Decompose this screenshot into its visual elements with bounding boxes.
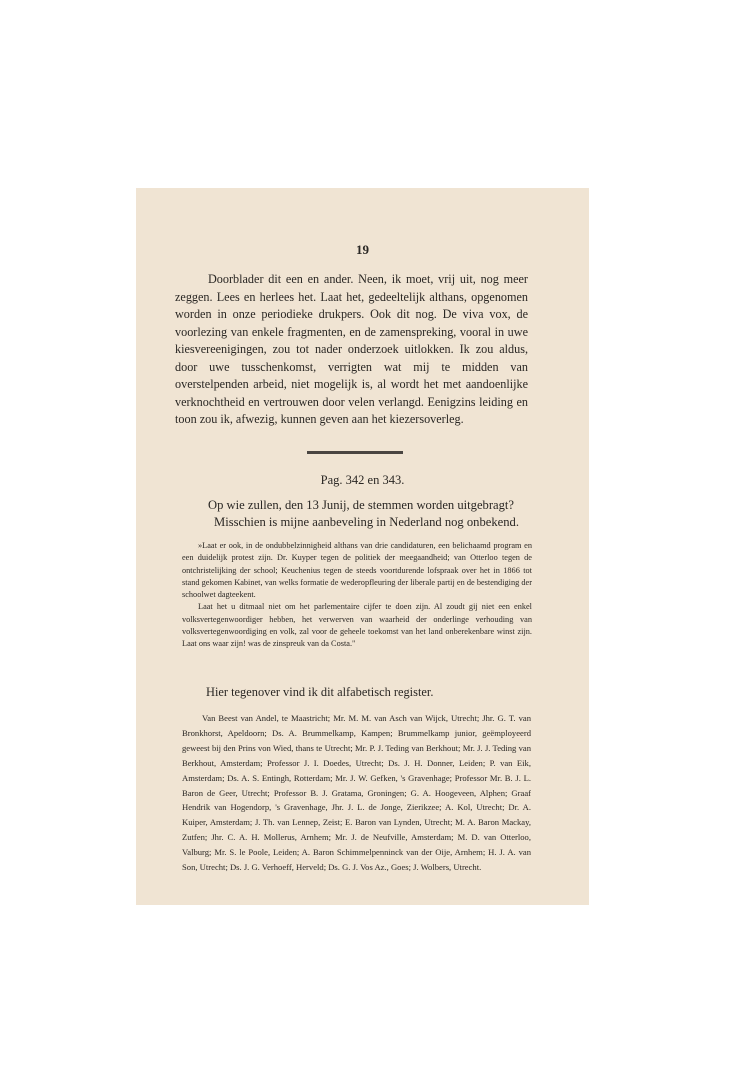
quoted-block [182, 540, 532, 651]
intro-paragraph: Doorblader dit een en ander. Neen, ik moet, vrij uit, nog meer zeggen. Lees en herlees het. Laat het, gedeeltelijk althans, opgenomen worden in onze periodieke drukpers. Ook dit nog. De viva vox, de voorlezing van enkele fragmenten, en de zamenspreking, vooral in uwe kiesvereenigingen, zou tot nader onderzoek uitlokken. Ik zou aldus, door uwe tusschenkomst, verrigten wat mij te midden van overstelpenden arbeid, niet mogelijk is, al wordt het met aandoenlijke verknochtheid en vertrouwen door velen verlangd. Eenigzins leiding en toon zou ik, afwezig, kunnen geven aan het kiezersoverleg. [175, 272, 528, 426]
register-list: Van Beest van Andel, te Maastricht; Mr. M. M. van Asch van Wijck, Utrecht; Jhr. G. T. van Bronkhorst, Apeldoorn; Ds. A. Brummelkamp, Kampen; Brummelkamp junior, geëmployeerd geweest bij den Prins von Wied, thans te Utrecht; Mr. P. J. Teding van Berkhout; Mr. J. J. Teding van Berkhout, Amsterdam; Professor J. I. Doedes, Utrecht; Ds. J. H. Donner, Leiden; P. van Eik, Amsterdam; Ds. A. S. Entingh, Rotterdam; Mr. J. W. Gefken, 's Gravenhage; Professor Mr. B. J. L. Baron de Geer, Utrecht; Professor B. J. Gratama, Groningen; G. A. Hoogeveen, Alphen; Graaf Hendrik van Hogendorp, 's Gravenhage, Jhr. J. L. de Jonge, Zierikzee; A. Kol, Utrecht; Dr. A. Kuiper, Amsterdam; J. Th. van Lennep, Zeist; E. Baron van Lynden, Utrecht; M. A. Baron Mackay, Zutfen; Jhr. C. A. H. Mollerus, Arnhem; Mr. J. de Neufville, Amsterdam; M. D. van Otterloo, Valburg; Mr. S. le Poole, Leiden; A. Baron Schimmelpenninck van der Oije, Arnhem; H. J. A. van Son, Utrecht; Ds. J. G. Verhoeff, Herveld; Ds. G. J. Vos Az., Goes; J. Wolbers, Utrecht. [182, 713, 531, 873]
page-number: 19 [356, 242, 369, 257]
question-paragraph [208, 497, 538, 531]
question-line: Misschien is mijne aanbeveling in Nederland nog onbekend. [214, 515, 519, 529]
register-heading: Hier tegenover vind ik dit alfabetisch register. [206, 685, 434, 699]
question-line: Op wie zullen, den 13 Junij, de stemmen worden uitgebragt? [208, 498, 515, 512]
book-page [136, 188, 589, 905]
section-heading: Pag. 342 en 343. [320, 473, 405, 487]
quote-paragraph: »Laat er ook, in de ondubbelzinnigheid althans van drie candidaturen, een belichaamd program en een duidelijk protest zijn. Dr. Kuyper tegen de politiek der meegaandheid; van Otterloo tegen de ontchristelijking der school; Keuchenius tegen de steeds voortdurende lofspraak over het in 1866 tot stand gekomen Kabinet, van welks formatie de wederopfleuring der liberale partij en de bestendiging der schoolwet dagteekent. [182, 541, 532, 600]
section-divider [307, 451, 403, 454]
quote-paragraph: Laat het u ditmaal niet om het parlementaire cijfer te doen zijn. Al zoudt gij niet een enkel volksvertegenwoordiger hebben, het verwerven van waarheid der onderlinge verhouding van volksvertegenwoordiging en volk, zal voor de geheele toekomst van het land onberekenbare winst zijn. Laat ons waar zijn! was de zinspreuk van da Costa." [182, 602, 532, 649]
